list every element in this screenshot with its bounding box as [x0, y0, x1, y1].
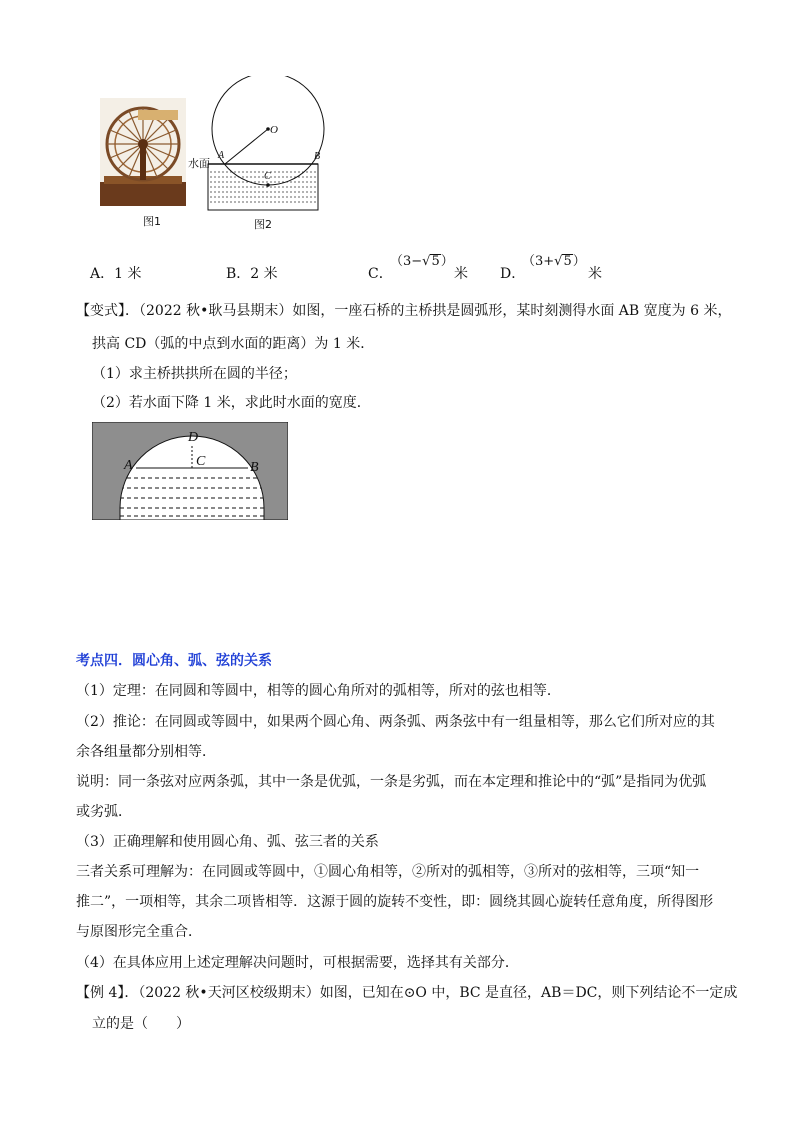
- variant-question-1: （1）求主桥拱拱所在圆的半径；: [92, 366, 297, 382]
- option-a: A．1 米: [90, 266, 142, 282]
- bridge-point-b: B: [250, 460, 259, 475]
- relation-line-1: 三者关系可理解为：在同圆或等圆中，①圆心角相等，②所对的弧相等，③所对的弦相等，三项“知一: [76, 864, 700, 880]
- variant-question-2: （2）若水面下降 1 米，求此时水面的宽度．: [92, 395, 371, 411]
- option-c-expr-right: ）: [440, 254, 454, 269]
- section-heading: 考点四．圆心角、弧、弦的关系: [76, 653, 272, 669]
- point-a-label: A: [218, 150, 225, 161]
- point-o-label: O: [270, 124, 278, 136]
- application-paragraph: （4）在具体应用上述定理解决问题时，可根据需要，选择其有关部分．: [76, 955, 519, 971]
- sqrt-icon: √5: [422, 254, 440, 269]
- circle-water-diagram: [186, 76, 332, 214]
- water-wheel-photo: [100, 98, 186, 206]
- bridge-point-c: C: [196, 454, 206, 469]
- sqrt-icon: √5: [554, 254, 572, 269]
- option-d-unit: 米: [588, 266, 602, 282]
- variant-line-1: 【变式】．（2022 秋•耿马县期末）如图，一座石桥的主桥拱是圆弧形，某时刻测得水面 AB 宽度为 6 米，: [76, 303, 732, 319]
- note-line-2: 或劣弧．: [76, 804, 132, 820]
- water-label: 水面: [188, 157, 210, 170]
- theorem-paragraph: （1）定理：在同圆和等圆中，相等的圆心角所对的弧相等，所对的弦也相等．: [76, 683, 561, 699]
- variant-line-2: 拱高 CD（弧的中点到水面的距离）为 1 米．: [92, 336, 375, 352]
- figure1-caption: 图1: [143, 215, 161, 228]
- note-line-1: 说明：同一条弦对应两条弧，其中一条是优弧，一条是劣弧，而在本定理和推论中的“弧”是指同为优弧: [76, 774, 707, 790]
- option-c-prefix: C．: [368, 266, 393, 282]
- option-c-radicand: 5: [431, 254, 440, 269]
- relation-line-3: 与原图形完全重合．: [76, 924, 202, 940]
- option-d-prefix: D．: [500, 266, 526, 282]
- relation-line-2: 推二”，一项相等，其余二项皆相等．这源于圆的旋转不变性，即：圆绕其圆心旋转任意角度，所得图形: [76, 894, 714, 910]
- option-d-expr-left: （3+: [522, 254, 555, 269]
- example-line-2: 立的是（ ）: [92, 1016, 190, 1032]
- option-c-expr-left: （3−: [390, 254, 423, 269]
- bridge-point-a: A: [124, 458, 133, 473]
- option-c-expression: [390, 250, 454, 269]
- corollary-line-1: （2）推论：在同圆或等圆中，如果两个圆心角、两条弧、两条弦中有一组量相等，那么它们所对应的其: [76, 714, 715, 730]
- option-d-radicand: 5: [563, 254, 572, 269]
- example-line-1: 【例 4】．（2022 秋•天河区校级期末）如图，已知在⊙O 中，BC 是直径，AB＝DC，则下列结论不一定成: [76, 985, 738, 1001]
- figure2-caption: 图2: [254, 218, 272, 231]
- relation-heading: （3）正确理解和使用圆心角、弧、弦三者的关系: [76, 834, 379, 850]
- option-c-unit: 米: [454, 266, 468, 282]
- option-d-expr-right: ）: [572, 254, 586, 269]
- point-b-label: B: [314, 151, 321, 162]
- option-b: B．2 米: [226, 266, 278, 282]
- corollary-line-2: 余各组量都分别相等．: [76, 744, 216, 760]
- bridge-point-d: D: [188, 430, 199, 445]
- point-c-label: C: [264, 171, 271, 182]
- option-d-expression: [522, 250, 586, 269]
